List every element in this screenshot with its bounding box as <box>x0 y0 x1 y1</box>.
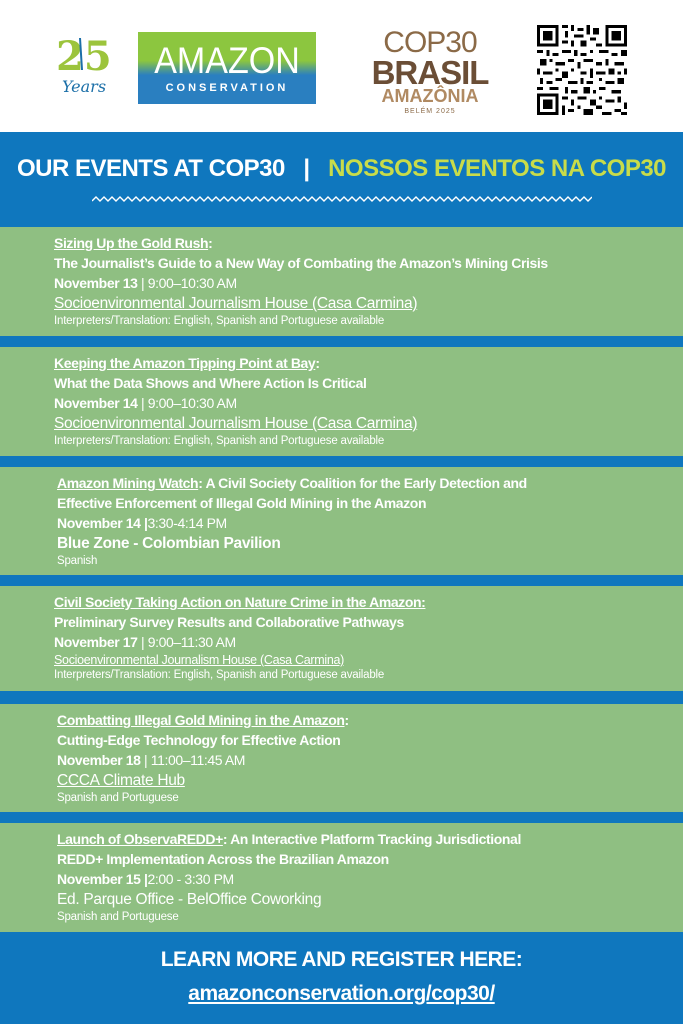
25-years-logo <box>52 32 122 100</box>
event-title[interactable]: Keeping the Amazon Tipping Point at Bay: <box>54 355 320 371</box>
amazon-conservation-logo <box>138 32 316 104</box>
title-separator: | <box>303 155 310 182</box>
event-subtitle: REDD+ Implementation Across the Brazilian Amazon <box>57 851 389 867</box>
event-location-link[interactable]: Socioenvironmental Journalism House (Casa Carmina) <box>54 653 344 667</box>
event-subtitle: Preliminary Survey Results and Collaborative Pathways <box>54 614 404 630</box>
event-datetime: November 13 | 9:00–10:30 AM <box>54 275 237 291</box>
event-title[interactable]: Civil Society Taking Action on Nature Crime in the Amazon: <box>54 594 426 610</box>
event-card <box>0 227 683 336</box>
page-title <box>0 155 683 183</box>
event-languages: Interpreters/Translation: English, Spanish and Portuguese available <box>54 315 385 327</box>
event-subtitle: Cutting-Edge Technology for Effective Action <box>57 732 341 748</box>
event-card <box>0 347 683 456</box>
anniversary-number: 25 <box>56 33 112 80</box>
event-datetime: November 14 | 9:00–10:30 AM <box>54 395 237 411</box>
event-title[interactable]: Amazon Mining Watch: A Civil Society Coalition for the Early Detection and <box>57 475 527 491</box>
event-languages: Spanish and Portuguese <box>57 911 179 923</box>
event-location: Blue Zone - Colombian Pavilion <box>57 535 281 552</box>
event-subtitle: Effective Enforcement of Illegal Gold Mining in the Amazon <box>57 495 427 511</box>
event-datetime: November 17 | 9:00–11:30 AM <box>54 634 236 650</box>
cop30-logo <box>368 26 492 118</box>
event-subtitle: The Journalist’s Guide to a New Way of Combating the Amazon’s Mining Crisis <box>54 255 548 271</box>
logo-sub: CONSERVATION <box>165 82 289 94</box>
title-english: OUR EVENTS AT COP30 <box>16 155 285 182</box>
zigzag-divider <box>92 195 592 203</box>
event-card <box>0 586 683 691</box>
event-card <box>0 704 683 812</box>
event-languages: Spanish and Portuguese <box>57 792 179 804</box>
cop-line-4: BELÉM 2025 <box>404 108 456 115</box>
event-location-link[interactable]: Socioenvironmental Journalism House (Casa Carmina) <box>54 295 418 312</box>
event-title[interactable]: Sizing Up the Gold Rush: <box>54 235 213 251</box>
cop-line-3: AMAZÔNIA <box>381 86 479 106</box>
event-title[interactable]: Launch of ObservaREDD+: An Interactive Platform Tracking Jurisdictional <box>57 831 521 847</box>
logo-word: AMAZON <box>154 40 300 81</box>
event-title[interactable]: Combatting Illegal Gold Mining in the Amazon: <box>57 712 349 728</box>
cop-line-2: BRASIL <box>371 54 489 91</box>
footer <box>0 938 683 1024</box>
event-card <box>0 823 683 932</box>
event-languages: Interpreters/Translation: English, Spanish and Portuguese available <box>54 435 385 447</box>
event-datetime: November 15 |2:00 - 3:30 PM <box>57 871 234 887</box>
cop-line-1: COP30 <box>383 26 477 59</box>
event-languages: Spanish <box>57 555 98 567</box>
event-datetime: November 14 |3:30-4:14 PM <box>57 515 227 531</box>
footer-cta: LEARN MORE AND REGISTER HERE: <box>160 948 523 971</box>
event-languages: Interpreters/Translation: English, Spanish and Portuguese available <box>54 669 385 681</box>
title-portuguese: NOSSOS EVENTOS NA COP30 <box>328 155 667 182</box>
event-location-link[interactable]: CCCA Climate Hub <box>57 772 185 789</box>
event-datetime: November 18 | 11:00–11:45 AM <box>57 752 246 768</box>
qr-code-icon[interactable] <box>537 25 627 115</box>
event-card <box>0 467 683 575</box>
anniversary-word: Years <box>62 77 107 96</box>
header-bar <box>0 0 683 132</box>
register-link[interactable]: amazonconservation.org/cop30/ <box>188 982 495 1005</box>
event-location-link[interactable]: Socioenvironmental Journalism House (Casa Carmina) <box>54 415 418 432</box>
event-location: Ed. Parque Office - BelOffice Coworking <box>57 891 322 908</box>
event-subtitle: What the Data Shows and Where Action Is Critical <box>54 375 367 391</box>
